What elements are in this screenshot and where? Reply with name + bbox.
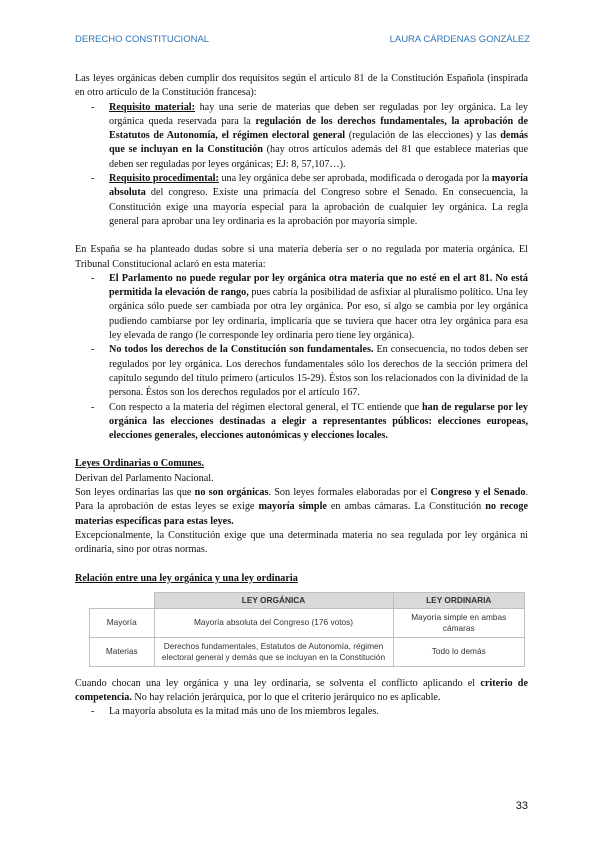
bold-span: han de regularse por ley orgánica las elecciones destinadas a elegir a representantes públicos: elecciones europeas, elecciones generales, elecciones autonómicas y elecciones locales. [109, 401, 528, 442]
text-span: hay una serie de materias que deben ser reguladas por ley orgánica. La ley orgánica queda reservada para la [109, 101, 528, 127]
bold-span: mayoría simple [258, 501, 327, 513]
table-row [90, 608, 525, 637]
requirement-material-title: Requisito material: [109, 101, 196, 113]
intro-paragraph: Las leyes orgánicas deben cumplir dos requisitos según el artículo 81 de la Constitución Española (inspirada en otro artículo de la Constitución francesa): [75, 73, 528, 99]
text-span: del congreso. Existe una primacía del Congreso sobre el Senado. En consecuencia, la Constitución exige una mayoría especial para la aprobación de cualquier ley orgánica. La regla general para aprobar una ley ordinaria es la aprobación por mayoría simple. [109, 187, 528, 227]
table-row [90, 637, 525, 666]
header-author-name: LAURA CÁRDENAS GONZÁLEZ [389, 34, 530, 45]
ordinarias-paragraph: Excepcionalmente, la Constitución exige que una determinada materia no sea regulada por ley orgánica ni ordinaria, sino por otras normas. [75, 529, 528, 556]
column-header-organica: LEY ORGÁNICA [154, 592, 393, 608]
text-span: pues cabría la posibilidad de asfixiar al pluralismo político. Una ley orgánica sólo puede ser cambiada por otra ley orgánica. Por eso, si algo se cambia por ley orgánica pudiendo cambiarse por ley ordinaria, implicaría que se tuviera que hacer otra ley orgánica para esa ley elevada de rango (le corresponde ley ordinaria pero tiene ley orgánica). [109, 287, 528, 342]
page-header [75, 34, 530, 48]
bold-span: Congreso y el Senado [430, 487, 526, 499]
tc-ruling-item [75, 272, 528, 343]
bold-span: mayoría absoluta [109, 173, 529, 199]
table-cell: Mayoría simple en ambas cámaras [393, 608, 525, 637]
table-header-row [90, 592, 525, 608]
text-span: en ambas cámaras. La Constitución [326, 501, 486, 513]
requirement-procedimental-title: Requisito procedimental: [109, 173, 219, 185]
tc-rulings-list [75, 272, 528, 444]
text-span: . Para la aprobación de estas leyes se exige [75, 487, 529, 513]
table-cell: Todo lo demás [393, 637, 525, 666]
bold-span: regulación de los derechos fundamentales, la aprobación de Estatutos de Autonomía, el régimen electoral general [109, 115, 528, 142]
ordinarias-paragraph: Derivan del Parlamento Nacional. [75, 472, 214, 484]
table-cell: Mayoría absoluta del Congreso (176 votos) [154, 608, 393, 637]
bold-span: no recoge materias específicas para estas leyes. [75, 501, 529, 527]
text-span: No hay relación jerárquica, por lo que el criterio jerárquico no es aplicable. [131, 692, 441, 704]
column-header-ordinaria: LEY ORDINARIA [393, 592, 525, 608]
bold-span: El Parlamento no puede regular por ley orgánica otra materia que no esté en el art 81. No está permitida la elevación de rango, [109, 272, 528, 299]
text-span: Son leyes ordinarias las que [75, 487, 195, 499]
text-span: Con respecto a la materia del régimen electoral general, el TC entiende que [109, 401, 422, 413]
bold-span: no son orgánicas [194, 487, 269, 499]
relacion-paragraph [75, 677, 528, 706]
table-corner-cell [90, 592, 155, 608]
spain-paragraph: En España se ha planteado dudas sobre si una materia debería ser o no regulada por materia orgánica. El Tribunal Constitucional aclaró en esta materia: [75, 244, 528, 270]
requirement-procedimental [75, 172, 528, 229]
row-label-mayoria: Mayoría [90, 608, 155, 637]
bold-span: No todos los derechos de la Constitución son fundamentales. [109, 344, 374, 356]
tc-ruling-item [75, 401, 528, 444]
relacion-list [75, 705, 528, 719]
table-cell: Derechos fundamentales, Estatutos de Autonomía, régimen electoral general y demás que se incluyan en la Constitución [154, 637, 393, 666]
text-span: (hay otros artículos además del 81 que establece materias que deben ser reguladas por leyes orgánicas; EJ: 8, 57,107…). [109, 144, 529, 170]
requirements-list [75, 101, 528, 230]
text-span: (regulación de las elecciones) y las [345, 130, 501, 142]
header-course-title: DERECHO CONSTITUCIONAL [75, 34, 210, 45]
text-span: una ley orgánica debe ser aprobada, modificada o derogada por la [218, 173, 492, 185]
requirement-material [75, 101, 528, 172]
page-number: 33 [515, 800, 528, 812]
relacion-list-item: - La mayoría absoluta es la mitad más uno de los miembros legales. [75, 705, 528, 719]
section-heading-relacion: Relación entre una ley orgánica y una ley ordinaria [75, 572, 298, 584]
tc-ruling-item [75, 343, 528, 400]
bold-span: demás que se incluyan en la Constitución [109, 130, 528, 156]
section-heading-ordinarias: Leyes Ordinarias o Comunes. [75, 458, 205, 470]
text-span: . Son leyes formales elaboradas por el [268, 487, 431, 499]
page-content [75, 72, 528, 720]
ordinarias-paragraph [75, 486, 528, 529]
bold-span: criterio de competencia. [75, 677, 528, 704]
text-span: En consecuencia, no todos deben ser regulados por ley orgánica. Los derechos fundamentales sólo los derechos de la sección primera del capítulo segundo del título primero (artículos 15-29). Éstos son los relacionados con la divinidad de la persona. Éstos son los derechos regulados por el artículo 167. [109, 344, 528, 399]
row-label-materias: Materias [90, 637, 155, 666]
comparison-table [89, 592, 525, 667]
text-span: Cuando chocan una ley orgánica y una ley ordinaria, se solventa el conflicto aplicando el [75, 677, 481, 689]
